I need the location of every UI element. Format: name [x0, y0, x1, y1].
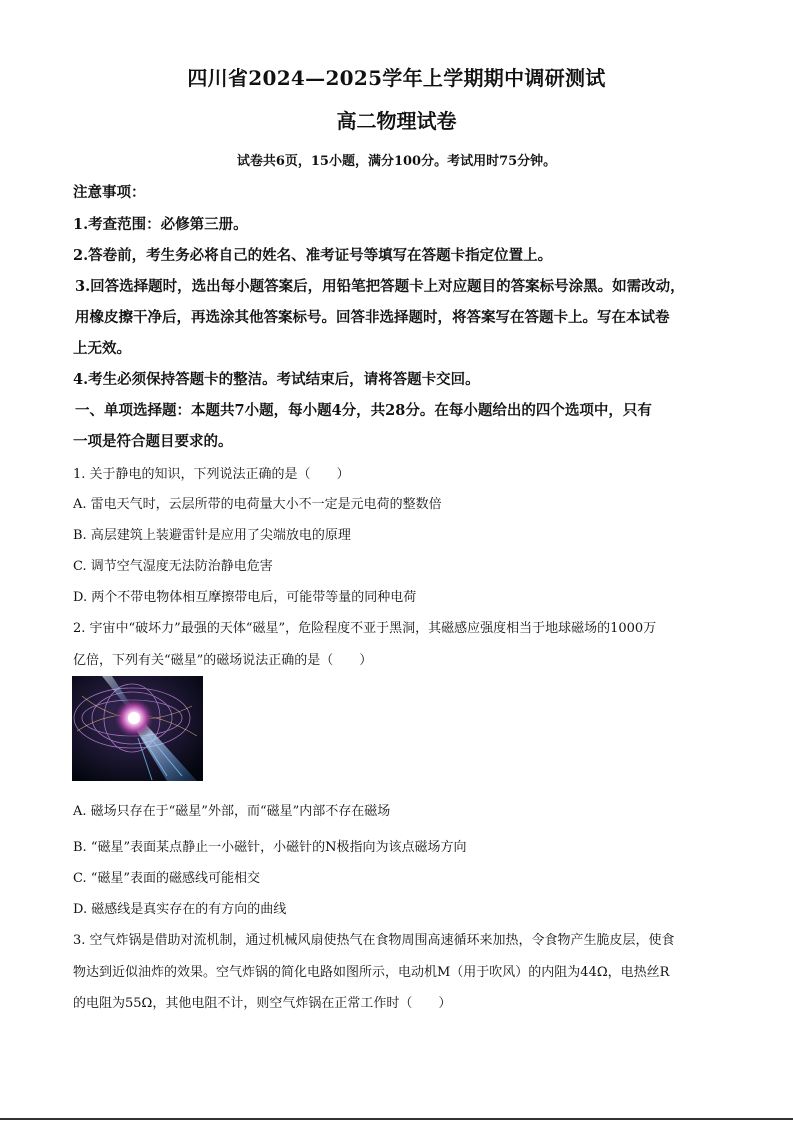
question-1-option-a: A. 雷电天气时，云层所带的电荷量大小不一定是元电荷的整数倍	[73, 497, 442, 512]
question-3-stem: 3. 空气炸锅是借助对流机制，通过机械风扇使热气在食物周围高速循环来加热，令食物产生脆皮层，使食	[73, 933, 675, 948]
question-2-stem: 2. 宇宙中“破坏力”最强的天体“磁星”，危险程度不亚于黑洞，其磁感应强度相当于地球磁场的1000万	[73, 621, 657, 636]
question-2-option-b: B. “磁星”表面某点静止一小磁针，小磁针的N极指向为该点磁场方向	[73, 840, 467, 855]
question-3-stem-continued: 的电阻为55Ω，其他电阻不计，则空气炸锅在正常工作时（ ）	[73, 996, 452, 1011]
exam-subtitle: 高二物理试卷	[336, 109, 457, 133]
exam-title: 四川省2024—2025学年上学期期中调研测试	[187, 66, 606, 90]
question-1-option-b: B. 高层建筑上装避雷针是应用了尖端放电的原理	[73, 528, 351, 543]
question-1-option-d: D. 两个不带电物体相互摩擦带电后，可能带等量的同种电荷	[73, 590, 417, 605]
exam-info: 试卷共6页，15小题，满分100分。考试用时75分钟。	[236, 154, 557, 169]
notice-item: 3.回答选择题时，选出每小题答案后，用铅笔把答题卡上对应题目的答案标号涂黑。如需改动，	[75, 278, 685, 295]
question-1-option-c: C. 调节空气湿度无法防治静电危害	[73, 559, 273, 574]
section-heading-continued: 一项是符合题目要求的。	[73, 433, 233, 450]
notice-heading: 注意事项：	[73, 184, 146, 201]
section-heading: 一、单项选择题：本题共7小题，每小题4分，共28分。在每小题给出的四个选项中，只有	[75, 402, 652, 419]
question-1-stem: 1. 关于静电的知识，下列说法正确的是（ ）	[73, 467, 350, 482]
notice-item: 1.考查范围：必修第三册。	[73, 216, 248, 233]
question-3-stem-continued: 物达到近似油炸的效果。空气炸锅的简化电路如图所示，电动机M（用于吹风）的内阻为44Ω，电热丝R	[73, 965, 670, 980]
question-2-option-c: C. “磁星”表面的磁感线可能相交	[73, 871, 261, 886]
magnetar-illustration	[72, 676, 203, 781]
notice-item: 4.考生必须保持答题卡的整洁。考试结束后，请将答题卡交回。	[73, 371, 480, 388]
question-2-option-d: D. 磁感线是真实存在的有方向的曲线	[73, 902, 287, 917]
notice-item-continued: 上无效。	[73, 340, 131, 357]
notice-item-continued: 用橡皮擦干净后，再选涂其他答案标号。回答非选择题时，将答案写在答题卡上。写在本试卷	[75, 309, 670, 326]
notice-item: 2.答卷前，考生务必将自己的姓名、准考证号等填写在答题卡指定位置上。	[73, 247, 553, 264]
question-2-option-a: A. 磁场只存在于“磁星”外部，而“磁星”内部不存在磁场	[73, 804, 391, 819]
question-2-stem-continued: 亿倍，下列有关“磁星”的磁场说法正确的是（ ）	[73, 653, 373, 668]
page-bottom-rule	[0, 1118, 793, 1120]
